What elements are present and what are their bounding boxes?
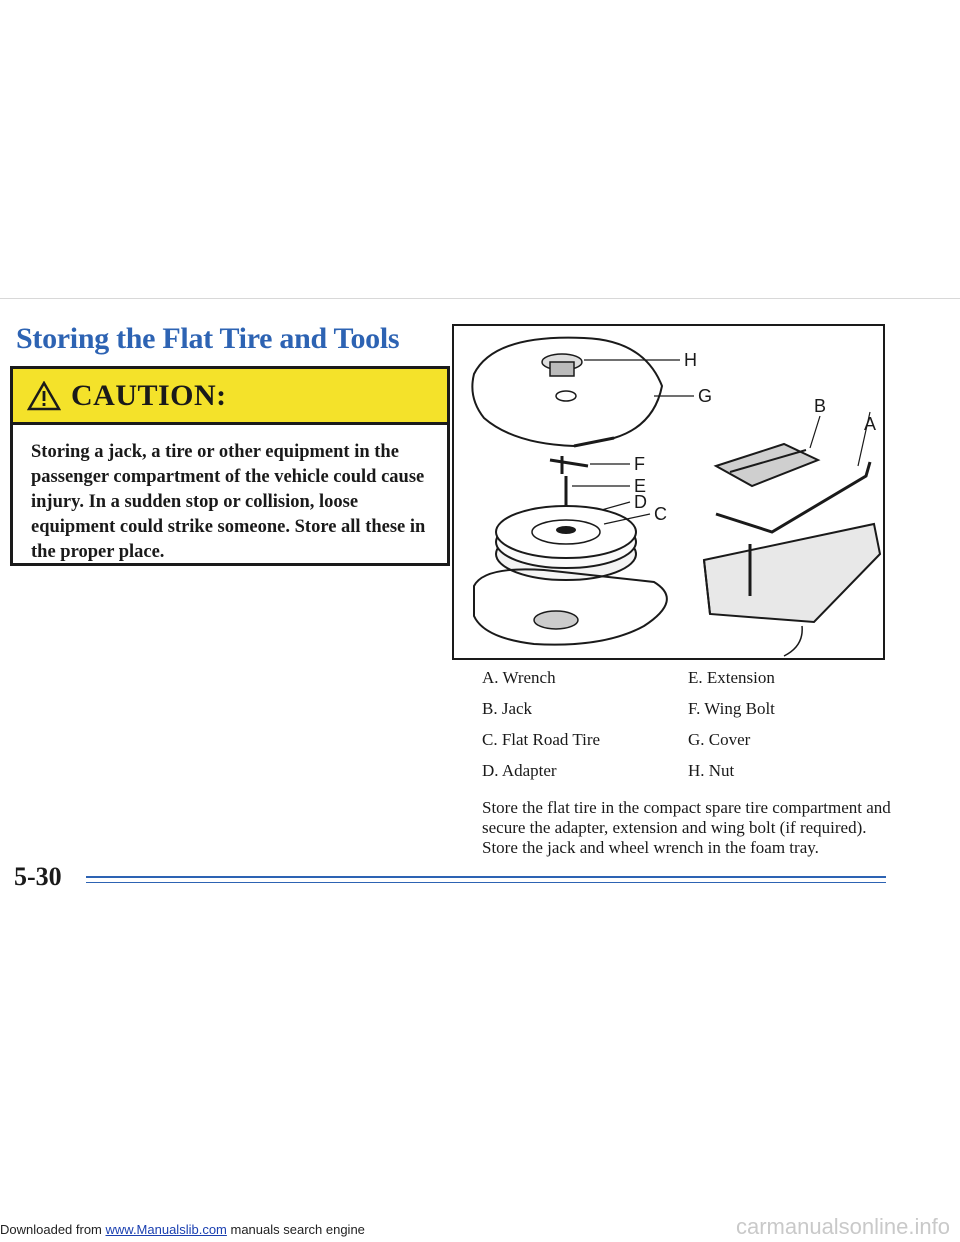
- top-rule: [0, 298, 960, 299]
- footer-prefix: Downloaded from: [0, 1222, 106, 1237]
- caution-box: [10, 366, 450, 566]
- download-footer: [0, 1222, 365, 1237]
- callout-a: A: [864, 414, 877, 434]
- warning-triangle-icon: [27, 381, 61, 411]
- footer-suffix: manuals search engine: [226, 1222, 365, 1237]
- storage-instructions: Store the flat tire in the compact spare tire compartment and secure the adapter, extension and wing bolt (if required). Store the jack and wheel wrench in the foam tray.: [482, 798, 891, 857]
- figure-legend: [482, 668, 882, 798]
- section-title: Storing the Flat Tire and Tools: [16, 322, 400, 355]
- caution-label: CAUTION:: [71, 378, 227, 412]
- page-rule-thin: [86, 882, 886, 883]
- legend-item: D. Adapter: [482, 761, 557, 780]
- tools-storage-drawing: [454, 326, 883, 658]
- page-rule: [86, 876, 886, 878]
- tools-storage-illustration: [452, 324, 885, 660]
- callout-g: G: [698, 386, 713, 406]
- callout-h: H: [684, 350, 697, 370]
- caution-text: Storing a jack, a tire or other equipment in the passenger compartment of the vehicle could cause injury. In a sudden stop or collision, loose equipment could strike someone. Store all these in the proper place.: [31, 442, 426, 562]
- foam-tray-drawing: [704, 524, 880, 622]
- legend-item: A. Wrench: [482, 668, 556, 687]
- callout-e: E: [634, 476, 647, 496]
- callout-f: F: [634, 454, 645, 474]
- manualslib-link[interactable]: www.Manualslib.com: [105, 1222, 227, 1237]
- legend-item: E. Extension: [688, 668, 775, 687]
- callout-b: B: [814, 396, 827, 416]
- watermark: carmanualsonline.info: [735, 1214, 950, 1239]
- callout-c: C: [654, 504, 667, 524]
- legend-item: G. Cover: [688, 730, 751, 749]
- legend-item: F. Wing Bolt: [688, 699, 775, 718]
- caution-header: [13, 369, 447, 425]
- page-number: 5-30: [14, 862, 62, 891]
- callout-d: D: [634, 492, 647, 512]
- wing-bolt-drawing: [550, 456, 588, 474]
- legend-item: C. Flat Road Tire: [482, 730, 601, 749]
- legend-item: B. Jack: [482, 699, 533, 718]
- legend-item: H. Nut: [688, 761, 735, 780]
